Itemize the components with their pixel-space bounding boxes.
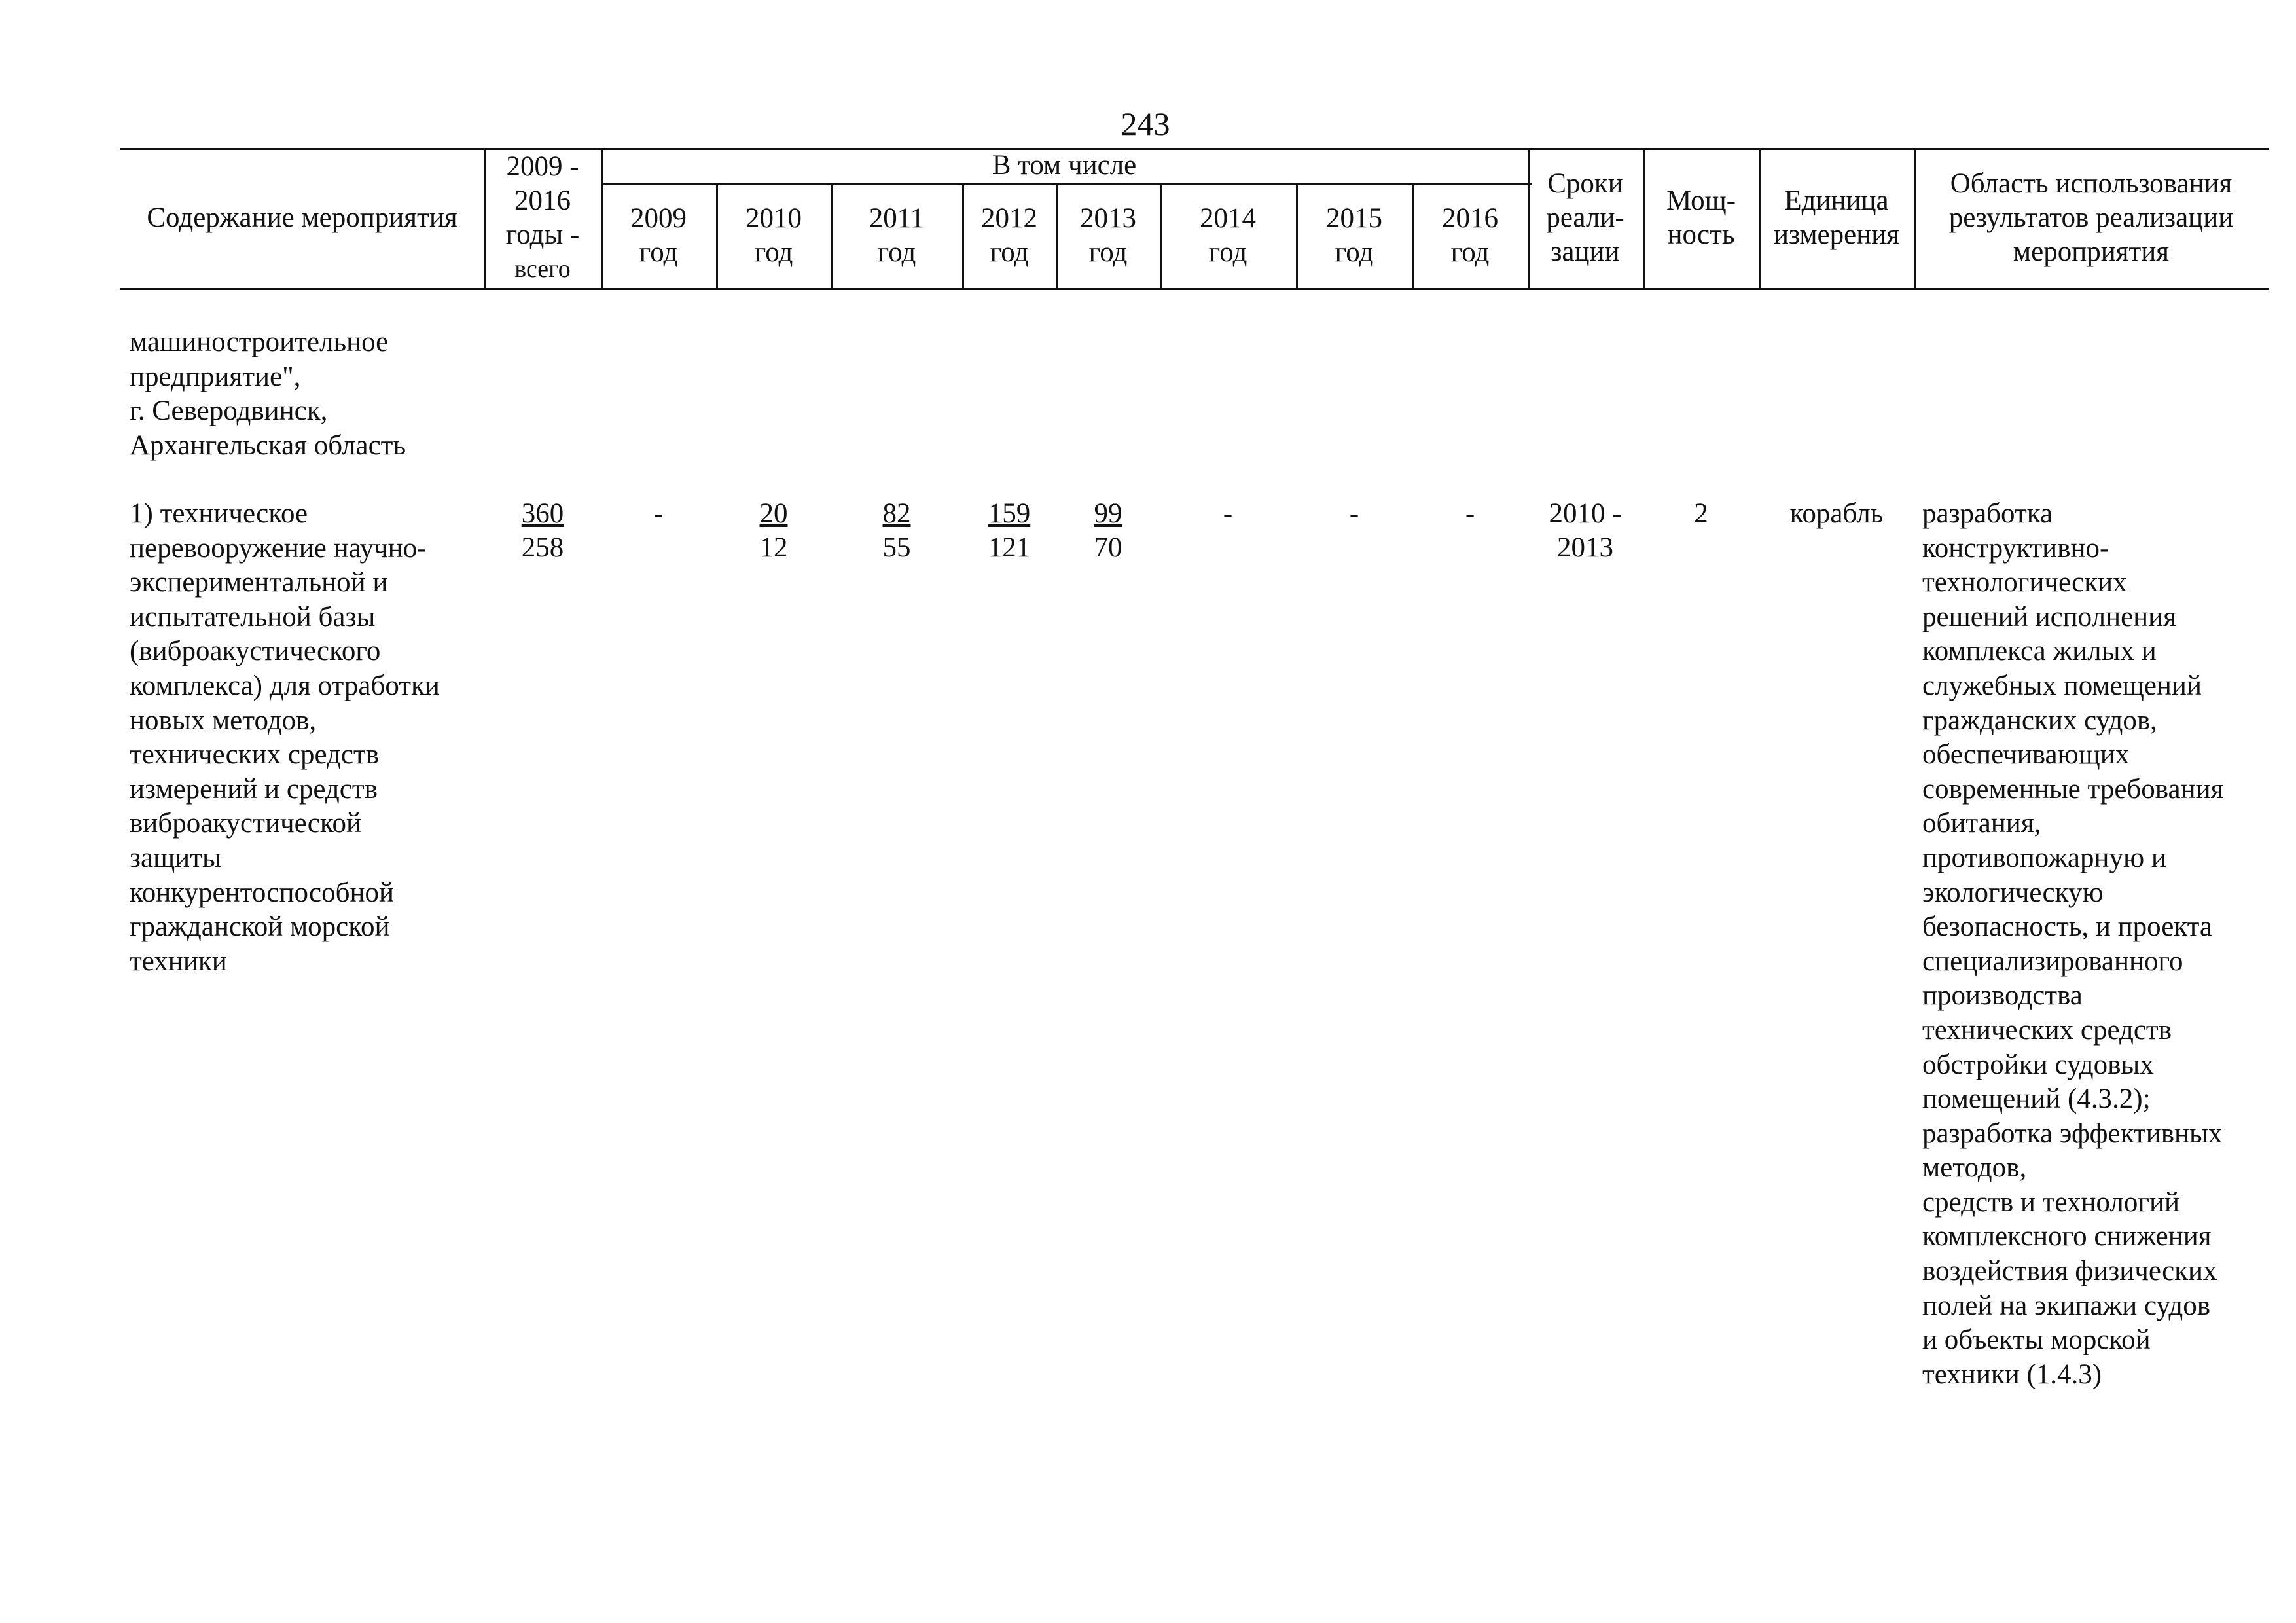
header-group: В том числе	[992, 150, 1137, 181]
page-number: 243	[1121, 105, 1170, 142]
header-year-2011: 2011 год	[869, 203, 925, 268]
row-area: разработка конструктивно- технологических решений исполнения комплекса жилых и служебных помещений гражданских судов, обеспечивающих современные требования обитания, противопожарную и экологическую безопасность, и проекта специализированного производства технических средств обстройки судовых помещений (4.3.2); разработка эффективных методов, средств и технологий комплексного снижения воздействия физических полей на экипажи судов и объекты морской техники (1.4.3)	[1922, 498, 2224, 1390]
row-capacity: 2	[1694, 498, 1708, 529]
row-year-2015: -	[1349, 498, 1359, 529]
row-year-2013: 99 70	[1094, 498, 1122, 563]
continuation-text: машиностроительное предприятие", г. Северодвинск, Архангельская область	[130, 327, 406, 461]
header-capacity: Мощ- ность	[1666, 185, 1736, 250]
header-terms: Сроки реали- зации	[1546, 168, 1624, 267]
header-year-2013: 2013 год	[1080, 203, 1136, 268]
row-terms: 2010 - 2013	[1549, 498, 1622, 563]
row-total-subvalue: 258	[521, 532, 564, 563]
header-unit: Единица измерения	[1773, 185, 1900, 250]
row-year-2010: 20 12	[759, 498, 788, 563]
row-total-value: 360	[521, 498, 564, 529]
row-year-2011: 82 55	[882, 498, 911, 563]
header-area: Область использования результатов реализации мероприятия	[1948, 168, 2234, 267]
row-year-2012: 159 121	[988, 498, 1031, 563]
header-year-2009: 2009 год	[630, 203, 687, 268]
row-total	[484, 497, 601, 565]
header-content: Содержание мероприятия	[147, 202, 457, 233]
row-year-2009: -	[653, 498, 664, 529]
header-year-2010: 2010 год	[745, 203, 802, 268]
row-unit: корабль	[1789, 498, 1884, 529]
header-year-2014: 2014 год	[1200, 203, 1256, 268]
row-year-2016: -	[1465, 498, 1475, 529]
row-content: 1) техническое перевооружение научно- экспериментальной и испытательной базы (виброакустического комплекса) для отработки новых методов, технических средств измерений и средств виброакустической защиты конкурентоспособной гражданской морской техники	[130, 498, 440, 977]
header-year-2015: 2015 год	[1326, 203, 1382, 268]
row-year-2014: -	[1223, 498, 1233, 529]
header-total: 2009 - 2016 годы - всего	[505, 151, 580, 283]
header-year-2012: 2012 год	[981, 203, 1037, 268]
header-year-2016: 2016 год	[1442, 203, 1498, 268]
header-bottom-rule	[120, 288, 2269, 290]
